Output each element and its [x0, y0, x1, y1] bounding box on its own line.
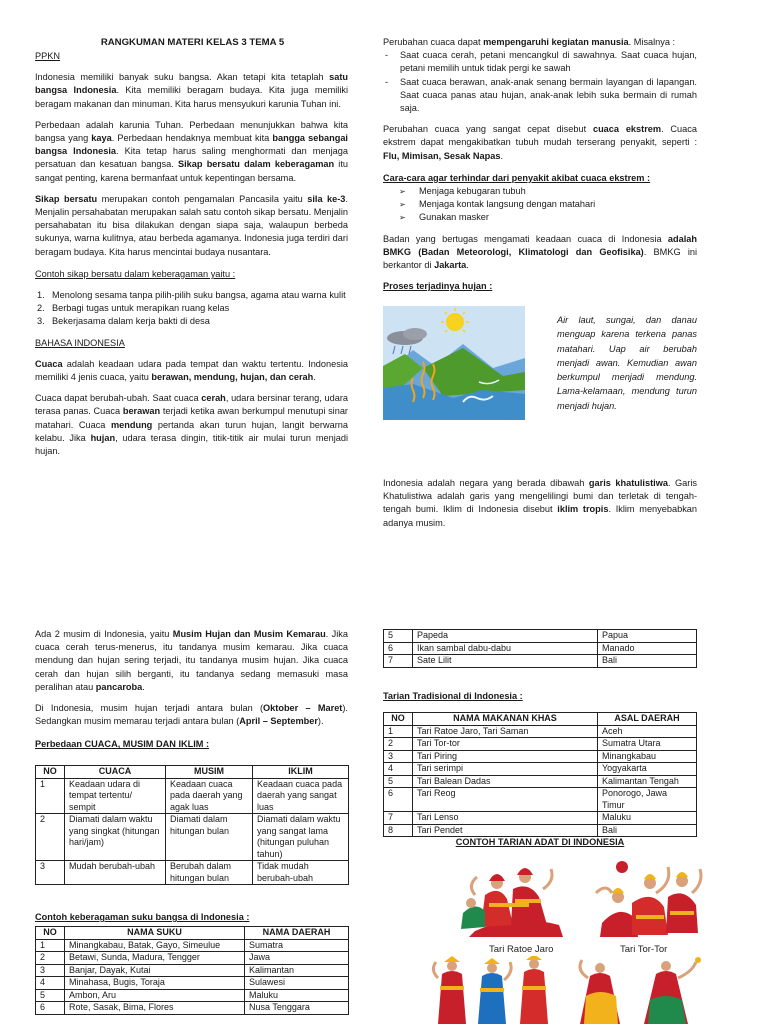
table-row: 5 Ambon, Aru Maluku [36, 989, 349, 1002]
list-item: ➢ Menjaga kontak langsung dengan matahari [383, 198, 697, 211]
cara-heading: Cara-cara agar terhindar dari penyakit akibat cuaca ekstrem : [383, 172, 651, 183]
table-row: 3 Tari Piring Minangkabau [384, 750, 697, 763]
table-header: NAMA DAERAH [245, 927, 349, 940]
table-header: CUACA [65, 766, 166, 779]
table-row: 6 Ikan sambal dabu-dabu Manado [384, 642, 697, 655]
khatulistiwa-paragraph: Indonesia adalah negara yang berada dibawah garis khatulistiwa. Garis Khatulistiwa adalah garis yang mengelilingi bumi dan terletak di tengah-tengah bumi. Iklim di Indonesia disebut iklim tropis. Iklim menyebabkan adanya musim. [383, 478, 698, 528]
table-row: 3 Mudah berubah-ubah Berubah dalam hitungan bulan Tidak mudah berubah-ubah [36, 861, 349, 885]
kegiatan-list [383, 49, 697, 115]
suku-heading: Contoh keberagaman suku bangsa di Indonesia : [35, 912, 250, 922]
page-title: RANGKUMAN MATERI KELAS 3 TEMA 5 [100, 37, 285, 48]
perbedaan-table [35, 765, 349, 885]
tari-ratoe-jaro-illustration [455, 855, 573, 937]
list-item: 1. Menolong sesama tanpa pilih-pilih suku bangsa, agama atau warna kulit [37, 290, 346, 301]
table-header: NO [36, 766, 65, 779]
list-item: ➢ Menjaga kebugaran tubuh [383, 185, 697, 198]
left-column [35, 50, 348, 458]
list-item: - Saat cuaca cerah, petani mencangkul di sawahnya. Saat cuaca hujan, petani memilih untuk tidak pergi ke sawah [383, 49, 697, 75]
table-row: 2 Betawi, Sunda, Madura, Tengger Jawa [36, 952, 349, 965]
proses-hujan-caption: Air laut, sungai, dan danau menguap karena terkena panas matahari. Uap air berubah menjadi awan. Kemudian awan berkumpul menjadi mendung. Lama-kelamaan, mendung turun menjadi hujan. [557, 315, 697, 411]
ppkn-paragraph-2: Perbedaan adalah karunia Tuhan. Perbedaan menunjukkan bahwa kita bangsa yang kaya. Perbedaan hendaknya membuat kita bangga sebangai bangsa Indonesia. Kita tetap harus saling menghormati dan menjaga persatuan dan kesatuan bangsa. Sikap bersatu dalam keberagaman itu sangat penting, karena bermanfaat untuk kepentingan bersama. [35, 119, 348, 183]
tari-ratoe-jaro-caption: Tari Ratoe Jaro [489, 944, 554, 955]
table-header: ASAL DAERAH [598, 713, 697, 726]
water-cycle-illustration [383, 306, 525, 420]
bahasa-indonesia-heading: BAHASA INDONESIA [35, 337, 125, 348]
tari-tor-tor-illustration [592, 853, 706, 937]
tarian-heading: Tarian Tradisional di Indonesia : [383, 691, 523, 701]
list-item: 2. Berbagi tugas untuk merapikan ruang kelas [37, 303, 230, 314]
table-row: 1 Tari Ratoe Jaro, Tari Saman Aceh [384, 725, 697, 738]
list-item: 3. Bekerjasama dalam kerja bakti di desa [37, 316, 210, 327]
table-row: 4 Tari serimpi Yogyakarta [384, 763, 697, 776]
table-row: 4 Minahasa, Bugis, Toraja Sulawesi [36, 977, 349, 990]
table-row: 2 Diamati dalam waktu yang singkat (hitungan hari/jam) Diamati dalam hitungan bulan Diamati dalam waktu yang sangat lama (hitungan puluhan tahun) [36, 814, 349, 861]
proses-hujan-heading: Proses terjadinya hujan : [383, 281, 493, 292]
table-header: NO [384, 713, 413, 726]
musim-paragraph-2: Di Indonesia, musim hujan terjadi antara bulan (Oktober – Maret). Sedangkan musim memarau terjadi antara bulan (April – September). [35, 703, 348, 727]
suku-table [35, 926, 349, 1015]
table-row: 5 Tari Balean Dadas Kalimantan Tengah [384, 775, 697, 788]
ppkn-paragraph-1: Indonesia memiliki banyak suku bangsa. Akan tetapi kita tetaplah satu bangsa Indonesia. Kita memiliki beragam budaya. Kita juga memiliki beragam makanan dan minuman. Kita harus mensyukuri karunia Tuhan ini. [35, 72, 348, 109]
dancers-row-illustration [430, 956, 708, 1024]
tarian-table [383, 712, 697, 837]
tari-tor-tor-caption: Tari Tor-Tor [620, 944, 668, 955]
contoh-sikap-heading: Contoh sikap bersatu dalam keberagaman yaitu : [35, 268, 236, 279]
right-column [383, 36, 697, 293]
cuaca-ekstrem-paragraph: Perubahan cuaca yang sangat cepat disebut cuaca ekstrem. Cuaca ekstrem dapat mengakibatkan tubuh mudah terserang penyakit, seperti : Flu, Mimisan, Sesak Napas. [383, 124, 697, 161]
makanan-table [383, 629, 697, 668]
table-header: NO [36, 927, 65, 940]
table-header: NAMA SUKU [65, 927, 245, 940]
perbedaan-heading: Perbedaan CUACA, MUSIM DAN IKLIM : [35, 739, 210, 750]
table-row: 7 Tari Lenso Maluku [384, 812, 697, 825]
cuaca-paragraph-2: Cuaca dapat berubah-ubah. Saat cuaca cerah, udara bersinar terang, udara terasa panas. Cuaca berawan terjadi ketika awan berkumpul menutupi sinar matahari. Cuaca mendung pertanda akan turun hujan, langit berwarna kelabu. Jika hujan, udara terasa dingin, titik-titik air mulai turun menjadi hujan. [35, 393, 348, 457]
cuaca-paragraph-1: Cuaca adalah keadaan udara pada tempat dan waktu tertentu. Indonesia memiliki 4 jenis cuaca, yaitu berawan, mendung, hujan, dan cerah. [35, 358, 348, 383]
list-item: - Saat cuaca berawan, anak-anak senang bermain layangan di lapangan. Saat cuaca panas atau hujan, anak-anak lebih suka bermain di rumah saja. [383, 76, 697, 116]
table-row: 2 Tari Tor-tor Sumatra Utara [384, 738, 697, 751]
table-row: 6 Tari Reog Ponorogo, Jawa Timur [384, 788, 697, 812]
bmkg-paragraph: Badan yang bertugas mengamati keadaan cuaca di Indonesia adalah BMKG (Badan Meteorologi, Klimatologi dan Geofisika). BMKG ini berkantor di Jakarta. [383, 233, 698, 271]
contoh-tarian-heading: CONTOH TARIAN ADAT DI INDONESIA [455, 837, 625, 847]
table-header: NAMA MAKANAN KHAS [413, 713, 598, 726]
perubahan-cuaca-paragraph: Perubahan cuaca dapat mempengaruhi kegiatan manusia. Misalnya : [383, 37, 676, 47]
table-row: 7 Sate Lilit Bali [384, 655, 697, 668]
contoh-sikap-list [35, 289, 348, 329]
table-header: IKLIM [253, 766, 349, 779]
table-row: 8 Tari Pendet Bali [384, 824, 697, 837]
bottom-left-column [35, 628, 348, 752]
table-row: 1 Keadaan udara di tempat tertentu/ sempit Keadaan cuaca pada daerah yang agak luas Keadaan cuaca pada daerah yang sangat luas [36, 778, 349, 814]
ppkn-paragraph-3: Sikap bersatu merupakan contoh pengamalan Pancasila yaitu sila ke-3. Menjalin persahabatan merupakan salah satu contoh sikap bersatu. Menjalin persahabatan itu bisa dilakukan dengan siapa saja, walaupun berbeda sukunya, warna kulitnya, atau berbeda agamanya. Indonesia juga terdiri dari beragam budaya. Kita harus mencintai budaya nusantara. [35, 193, 348, 257]
table-row: 6 Rote, Sasak, Bima, Flores Nusa Tenggara [36, 1002, 349, 1015]
musim-paragraph-1: Ada 2 musim di Indonesia, yaitu Musim Hujan dan Musim Kemarau. Jika cuaca cerah terus-menerus, itu tandanya musim kemarau. Jika cuaca mendung dan hujan sering terjadi, itu tandanya musim hujan. Jika cuaca cerah dan hujan silih berganti, itu tandanya sedang memasuki masa peralihan atau pancaroba. [35, 629, 348, 692]
table-row: 5 Papeda Papua [384, 630, 697, 643]
ppkn-heading: PPKN [35, 51, 61, 61]
table-row: 3 Banjar, Dayak, Kutai Kalimantan [36, 964, 349, 977]
cara-list [383, 185, 697, 225]
table-header: MUSIM [166, 766, 253, 779]
list-item: ➢ Gunakan masker [383, 211, 697, 224]
table-row: 1 Minangkabau, Batak, Gayo, Simeulue Sumatra [36, 939, 349, 952]
